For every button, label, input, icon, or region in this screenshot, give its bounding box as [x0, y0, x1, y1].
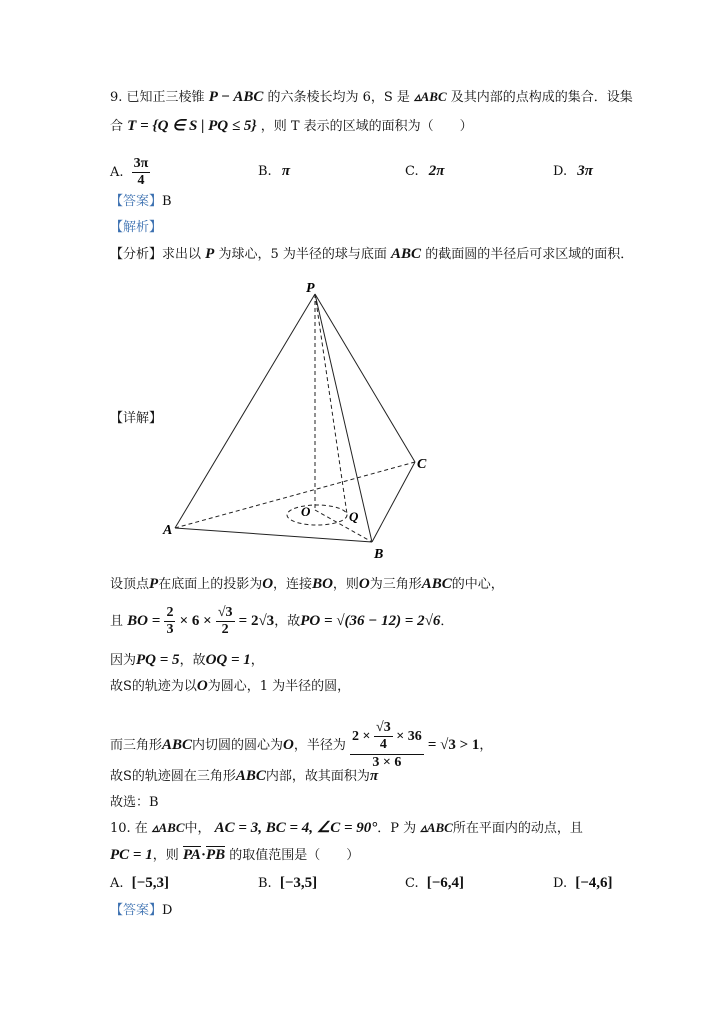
sol-text: 在底面上的投影为: [158, 577, 263, 592]
q10-option-b: [258, 874, 317, 893]
edge-pc: [315, 294, 415, 462]
q9-math-triangle: ▵ABC: [414, 89, 447, 104]
fraction-numerator: 2: [166, 605, 174, 620]
option-value: [−4,6]: [575, 875, 613, 891]
label-p: P: [306, 281, 315, 296]
fraction-2-3: [164, 605, 175, 638]
sol-text: 设顶点: [110, 577, 150, 592]
sol-math: = 2√3: [238, 613, 275, 629]
edge-ac-hidden: [175, 462, 415, 528]
sol-math: ABC: [421, 576, 452, 592]
fenxi-text: 的截面圆的半径后可求区域的面积．: [425, 247, 634, 262]
sol-math: × 6 ×: [179, 613, 212, 629]
sol-text: ，半径为: [293, 738, 346, 753]
sol-math: O: [358, 576, 370, 592]
edge-bc: [372, 462, 415, 542]
sol-math: PQ = 5: [136, 652, 180, 668]
sol-text: ，连接: [273, 577, 313, 592]
segment-pq: [315, 294, 347, 514]
q9-option-a: [110, 156, 150, 189]
sol-math: ABC: [235, 768, 266, 784]
label-b: B: [374, 547, 384, 562]
fraction-denominator: 4: [379, 737, 387, 753]
option-label: A.: [110, 876, 124, 891]
fenxi-tag: 【分析】: [110, 247, 163, 262]
q10-math: AC = 3, BC = 4, ∠C = 90°: [214, 820, 378, 836]
option-label: D.: [553, 164, 568, 179]
label-a: A: [163, 523, 173, 538]
fenxi-math-p: P: [205, 246, 215, 262]
q9-text: ，则 T 表示的区域的面积为（ ）: [260, 119, 473, 134]
q9-sol-line-6: [110, 767, 378, 786]
q10-math: ▵ABC: [151, 820, 185, 835]
option-value: [−3,5]: [279, 875, 318, 891]
xiangjie-tag: 【详解】: [110, 411, 163, 426]
option-label: C.: [405, 164, 419, 179]
sol-math: OQ = 1: [205, 652, 251, 668]
option-label: B.: [258, 876, 272, 891]
answer-tag: 【答案】: [110, 903, 163, 918]
q9-text: 合: [110, 119, 124, 134]
q10-text: ．P 为: [377, 821, 417, 836]
q9-option-d: [553, 162, 593, 181]
q9-option-b: [258, 162, 290, 181]
q9-stem-line-1: [110, 88, 633, 107]
label-c: C: [417, 457, 427, 472]
q9-text: 及其内部的点构成的集合．设集: [450, 90, 633, 105]
fraction-denominator: 2: [221, 622, 229, 637]
edge-pa: [175, 294, 315, 528]
q9-sol-line-2: [110, 604, 453, 639]
q9-text: 的六条棱长均为 6，S 是: [267, 90, 410, 105]
sol-text: 的中心，: [451, 577, 504, 592]
q10-option-a: [110, 874, 169, 893]
q9-option-a-fraction: [132, 156, 151, 189]
q10-text: 所在平面内的动点，且: [452, 821, 583, 836]
fraction-sqrt3-2: [216, 605, 235, 638]
sol-text: ，则: [332, 577, 359, 592]
label-o: O: [301, 504, 311, 519]
q9-sol-line-1: [110, 575, 504, 594]
sol-text: ，: [250, 653, 264, 668]
option-value: 2π: [428, 163, 445, 179]
sol-text: ，故: [179, 653, 206, 668]
q10-text: ，则: [152, 848, 179, 863]
sol-text: 内切圆的圆心为: [192, 738, 284, 753]
fenxi-text: 为球心，5 为半径的球与底面: [218, 247, 387, 262]
q9-sol-line-7: [110, 794, 159, 812]
sol-math: O: [196, 678, 208, 694]
sol-math: O: [283, 737, 294, 753]
sol-math: O: [262, 576, 274, 592]
option-value: [−5,3]: [131, 875, 169, 891]
sol-text: 因为: [110, 653, 137, 668]
q9-option-c: [405, 162, 444, 181]
answer-tag: 【答案】: [110, 194, 163, 209]
q10-stem-line-2: [110, 846, 359, 865]
fraction-numerator: 3π: [133, 156, 149, 171]
q9-fenxi: [110, 245, 633, 264]
q9-jiexi: [110, 219, 162, 237]
sol-text: ，: [479, 738, 493, 753]
sol-text: 且: [110, 614, 124, 629]
sol-math: ABC: [162, 737, 193, 753]
sol-math: π: [369, 768, 379, 784]
sol-math: BO: [312, 576, 333, 592]
fraction-denominator: 3 × 6: [372, 755, 402, 770]
sol-text: 而三角形: [110, 738, 163, 753]
option-label: B.: [258, 164, 272, 179]
sol-text: 为圆心，1 为半径的圆，: [207, 679, 351, 694]
q9-sol-line-5: [110, 706, 493, 770]
q10-text: 中，: [184, 821, 211, 836]
option-value: π: [281, 163, 291, 179]
q10-math: ▵ABC: [420, 820, 453, 835]
q10-text: 的取值范围是（ ）: [229, 848, 360, 863]
q9-math-pabc: P − ABC: [208, 89, 264, 105]
segment-ob: [315, 510, 372, 542]
sol-math: BO =: [127, 613, 161, 629]
fraction-numerator: √3: [376, 720, 391, 736]
sol-text: ，故: [274, 614, 301, 629]
sol-math: P: [149, 576, 159, 592]
q9-xiangjie: [110, 410, 162, 428]
fenxi-text: 求出以: [162, 247, 202, 262]
q9-sol-line-4: [110, 677, 350, 696]
fraction-denominator: 4: [137, 173, 145, 188]
radius-numerator: [350, 720, 424, 755]
vector-pb: PB: [205, 847, 226, 863]
sol-text: 故S的轨迹圆在三角形: [110, 769, 236, 784]
q10-stem-line-1: [110, 819, 583, 838]
sol-math: = √3 > 1: [427, 737, 480, 753]
dot-operator: ·: [200, 847, 206, 863]
option-value: 3π: [577, 163, 593, 179]
label-q: Q: [349, 509, 359, 524]
fraction-text: × 36: [396, 729, 422, 744]
option-label: D.: [553, 876, 568, 891]
q9-text: 9. 已知正三棱锥: [110, 90, 205, 105]
fraction-radius: [350, 720, 424, 771]
sol-text: 故选：B: [110, 795, 159, 810]
q9-sol-line-3: [110, 651, 264, 670]
pyramid-figure: [160, 278, 450, 563]
fraction-text: 2 ×: [352, 729, 371, 744]
fenxi-math-abc: ABC: [391, 246, 422, 262]
sol-text: ．: [440, 614, 454, 629]
q9-answer: [110, 193, 172, 211]
vector-pa: PA: [182, 847, 201, 863]
sol-text: 故S的轨迹为以: [110, 679, 197, 694]
sol-text: 为三角形: [369, 577, 422, 592]
option-value: [−6,4]: [426, 875, 465, 891]
option-label: A.: [110, 165, 124, 180]
locus-circle: [287, 505, 347, 525]
answer-value: D: [162, 903, 173, 918]
q10-answer: [110, 902, 172, 920]
q10-math: PC = 1: [110, 847, 153, 863]
fraction-denominator: 3: [166, 622, 174, 637]
edge-ab: [175, 528, 372, 542]
q10-text: 10. 在: [110, 821, 148, 836]
jiexi-tag: 【解析】: [110, 220, 163, 235]
option-label: C.: [405, 876, 419, 891]
fraction-sqrt3-4: [374, 720, 393, 753]
fraction-numerator: √3: [217, 605, 233, 620]
q9-stem-line-2: [110, 117, 473, 136]
q9-math-set-t: T = {Q ∈ S | PQ ≤ 5}: [127, 118, 257, 134]
answer-value: B: [162, 194, 172, 209]
q10-option-c: [405, 874, 464, 893]
q10-option-d: [553, 874, 613, 893]
sol-math: PO = √(36 − 12) = 2√6: [300, 613, 441, 629]
sol-text: 内部，故其面积为: [265, 769, 370, 784]
